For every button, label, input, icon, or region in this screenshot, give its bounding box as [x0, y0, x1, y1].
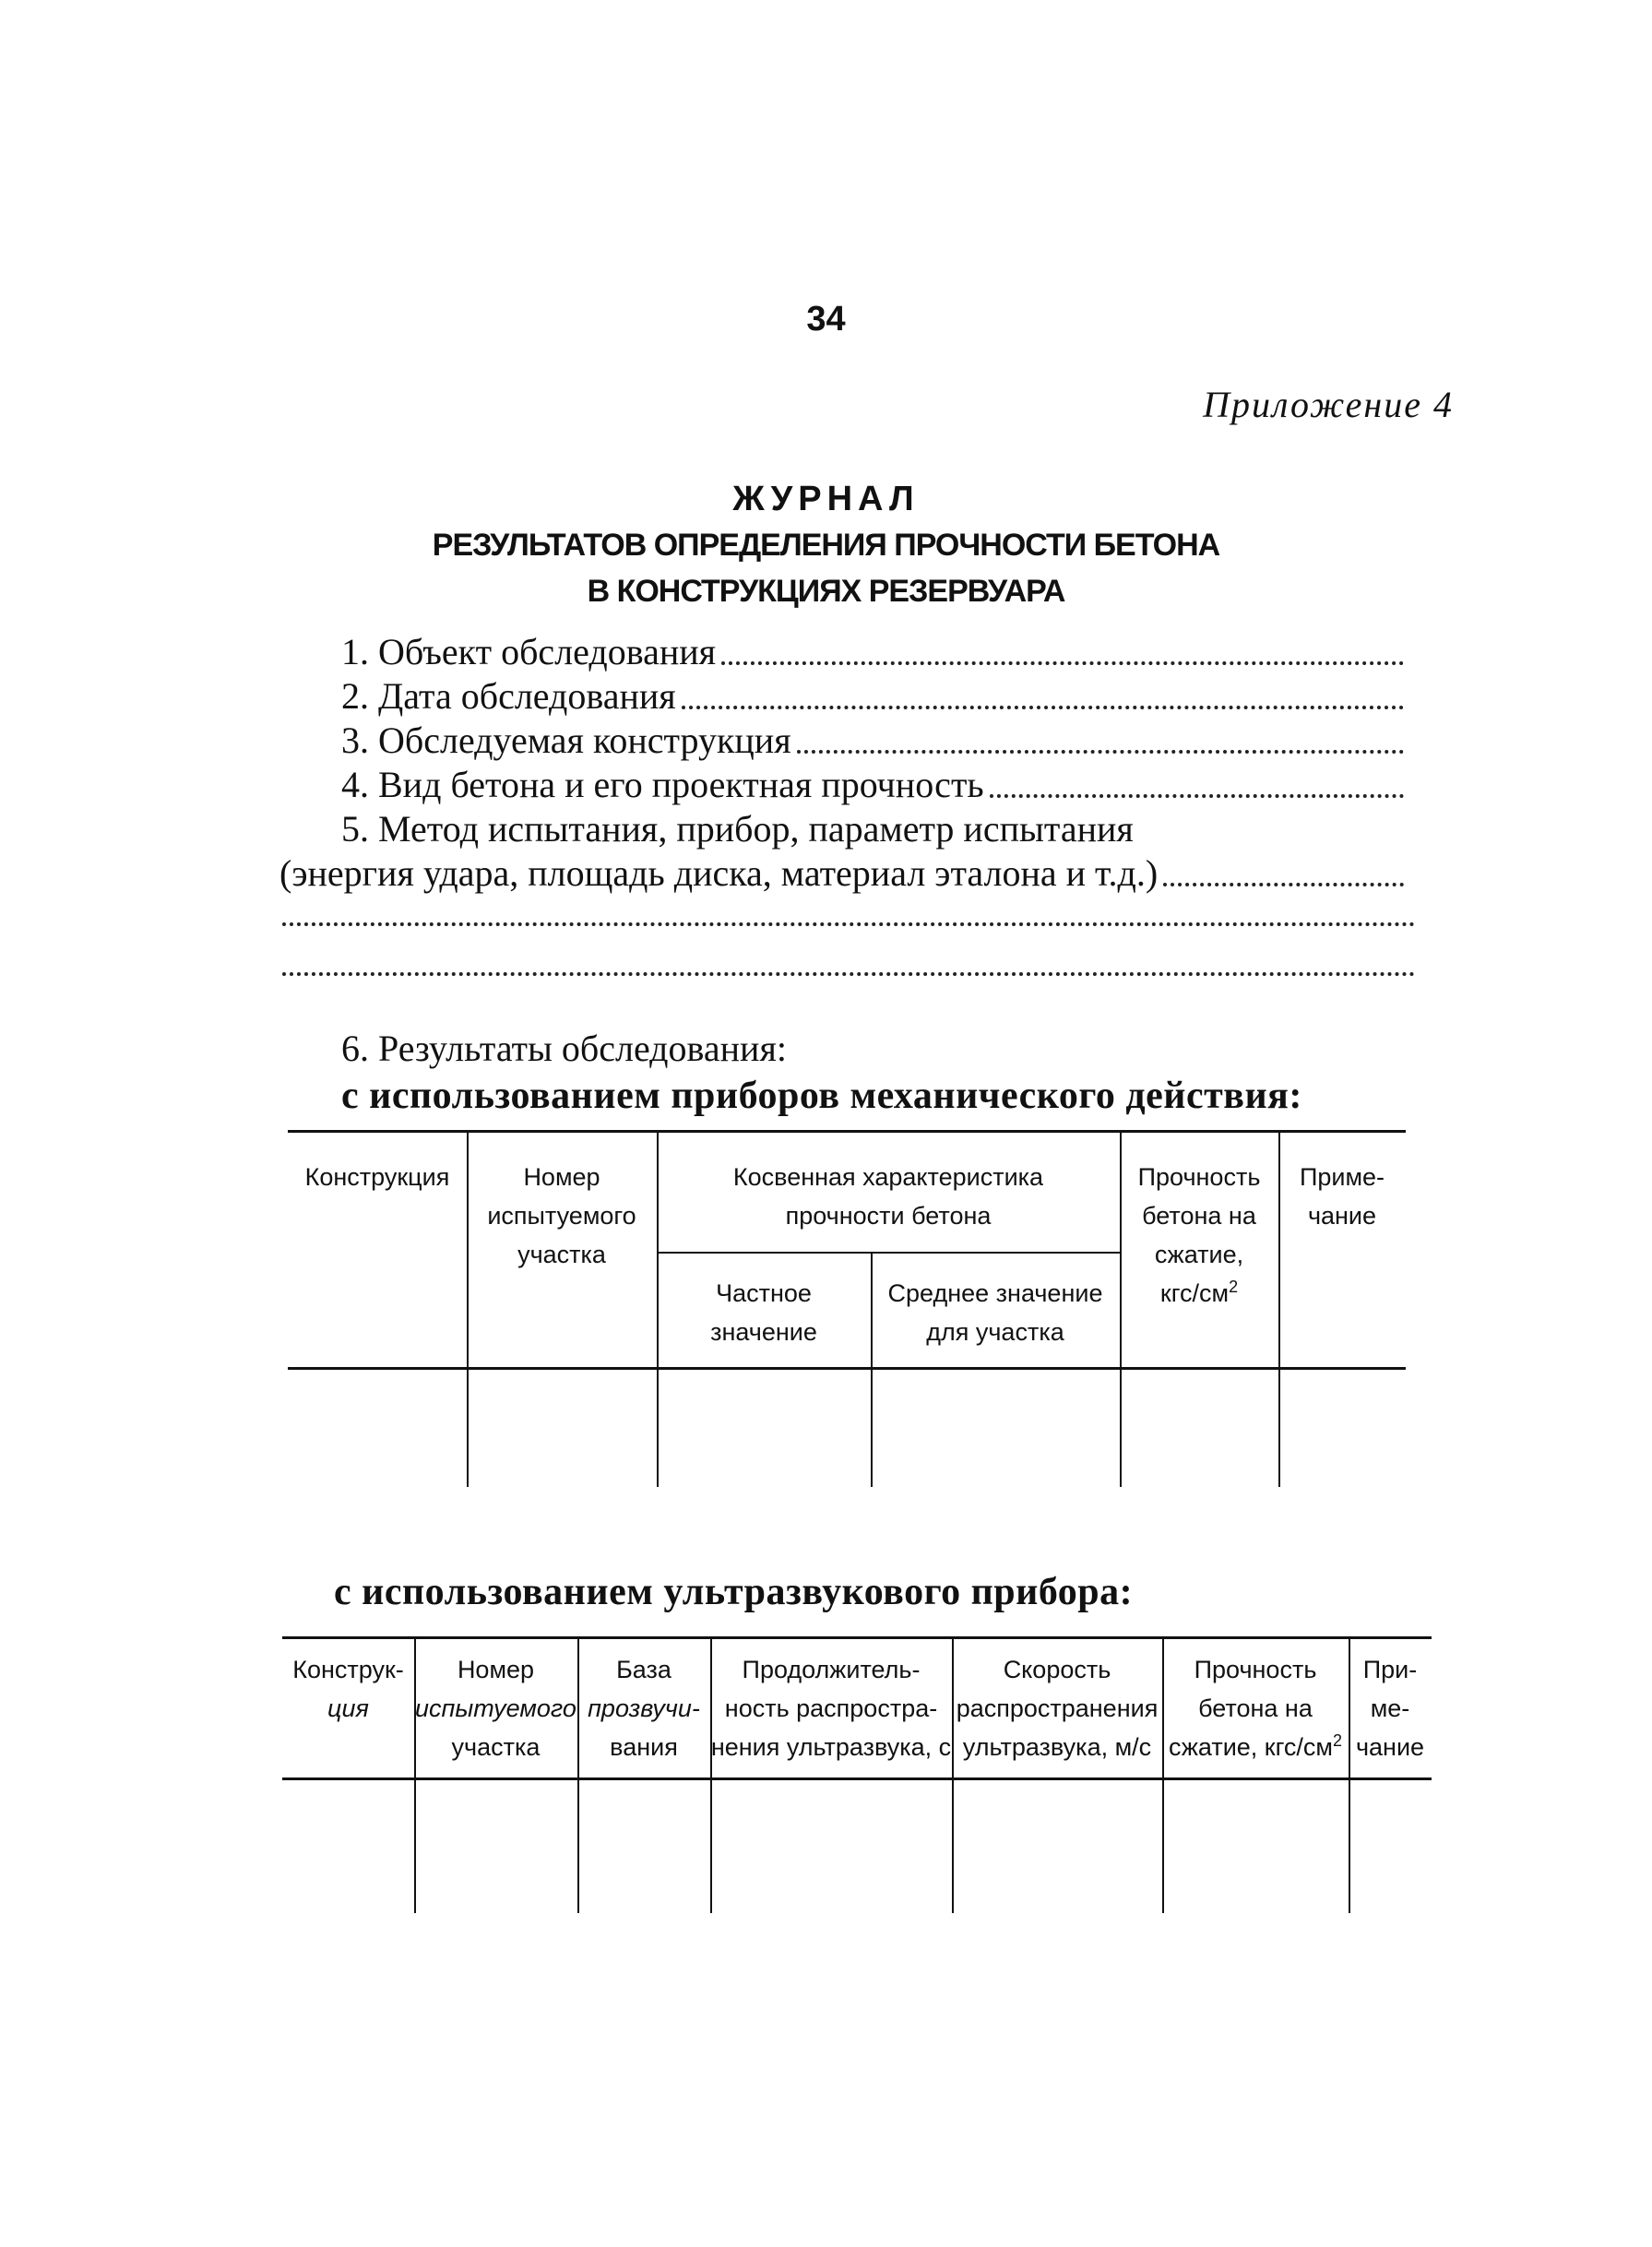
field-date-fill-line	[682, 674, 1404, 709]
mech-col-compressive-strength: Прочность бетона на сжатие, кгс/$см^2$	[1137, 1163, 1261, 1307]
page-number: 34	[806, 300, 846, 339]
mech-col-indirect-characteristic: Косвенная характеристика прочности бетона	[732, 1163, 1044, 1230]
mech-col-construction: Конструкция	[304, 1163, 450, 1191]
field-concrete-type-label: 4. Вид бетона и его проектная прочность	[341, 764, 984, 805]
us-col-note: При- ме- чание	[1355, 1656, 1425, 1761]
journal-subtitle-line-2: В КОНСТРУКЦИЯХ РЕЗЕРВУАРА	[587, 574, 1065, 609]
field-construction	[341, 719, 1404, 763]
ultrasonic-heading: с использованием ультразвукового прибора:	[334, 1571, 1134, 1613]
field-object-label: 1. Объект обследования	[341, 631, 717, 672]
method-line-2: (энергия удара, площадь диска, материал эталона и т.д.)	[279, 852, 1159, 894]
us-col-propagation-duration: Продолжитель- ность распростра- нения ультразвука, с	[710, 1656, 952, 1761]
mech-table-top-rule	[288, 1130, 1406, 1133]
field-object	[341, 630, 1404, 674]
mech-table-header-rule	[288, 1367, 1406, 1370]
field-construction-label: 3. Обследуемая конструкция	[341, 719, 791, 761]
journal-subtitle-line-1: РЕЗУЛЬТАТОВ ОПРЕДЕЛЕНИЯ ПРОЧНОСТИ БЕТОНА	[432, 528, 1220, 563]
journal-title: ЖУРНАЛ	[732, 480, 920, 518]
field-date	[341, 674, 1404, 719]
mech-col-average-value: Среднее значение для участка	[887, 1279, 1103, 1346]
us-col-sounding-base: База прозвучи- вания	[588, 1656, 700, 1761]
blank-dotted-line-2	[282, 969, 1415, 976]
field-method-fill-line	[1163, 851, 1404, 886]
field-construction-fill-line	[797, 719, 1404, 754]
us-col-construction: Конструк- ция	[292, 1656, 404, 1722]
mech-col-partial-value: Частное значение	[710, 1279, 817, 1346]
us-col-section-number: Номер испытуемого участка	[415, 1656, 576, 1761]
appendix-label: Приложение 4	[1203, 384, 1454, 425]
us-col-propagation-speed: Скорость распространения ультразвука, м/с	[956, 1656, 1159, 1761]
mech-table-group-rule	[657, 1252, 1120, 1254]
field-concrete-type	[341, 763, 1404, 807]
mechanical-heading: с использованием приборов механического действия:	[341, 1075, 1302, 1117]
us-table-header-rule	[282, 1777, 1432, 1780]
field-concrete-type-fill-line	[990, 763, 1404, 798]
method-line-1: 5. Метод испытания, прибор, параметр испытания	[341, 808, 1134, 850]
blank-dotted-line-1	[282, 919, 1415, 926]
results-label: 6. Результаты обследования:	[341, 1028, 787, 1069]
field-object-fill-line	[721, 630, 1404, 665]
field-date-label: 2. Дата обследования	[341, 675, 676, 717]
mech-col-section-number: Номер испытуемого участка	[487, 1163, 636, 1268]
mech-col-note: Приме- чание	[1299, 1163, 1385, 1230]
us-table-top-rule	[282, 1636, 1432, 1639]
us-col-compressive-strength: Прочность бетона на сжатие, кгс/$см^2$	[1169, 1656, 1342, 1761]
field-method	[279, 851, 1404, 896]
